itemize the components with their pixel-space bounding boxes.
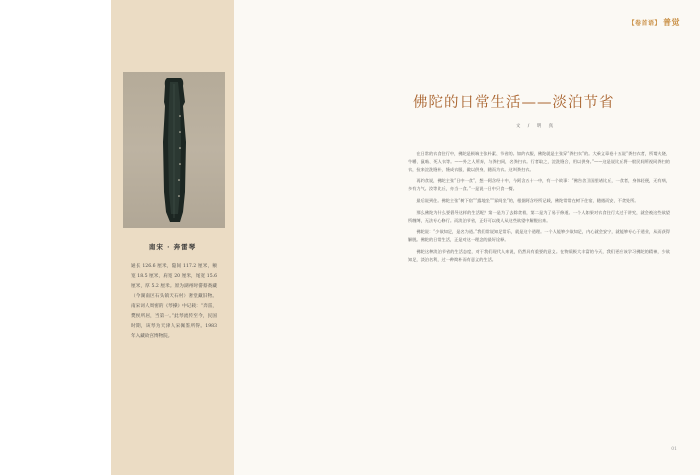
column-title: 普觉 — [663, 17, 680, 27]
guqin-image — [123, 72, 225, 228]
page-number: 01 — [671, 447, 677, 452]
column-header — [628, 17, 680, 28]
paragraph: 那么佛陀为什么要倡导这样的生活呢？第一是为了去除贪着，第二是为了易于修道。一个人如果对衣食住行太过于讲究，就会被这些欲望所缠缚，无法专心修行。而淡泊节省，正好可以使人从这些欲望中解脱出来。 — [408, 209, 670, 223]
article-body — [408, 150, 670, 268]
paragraph: 最后说到住。佛陀主张“树下宿”“露地坐”“冢间坐”的，根据阿含经所记载，佛陀常常在树下住宿，随遇而安，不贪处所。 — [416, 197, 639, 203]
guqin-photo — [123, 72, 225, 228]
column-label: 【卷首语】 — [628, 20, 661, 27]
caption-title: 南宋 · 奔雷琴 — [148, 243, 197, 251]
article-title: 佛陀的日常生活——淡泊节省 — [413, 95, 615, 111]
article-author: 文 / 明 真 — [515, 124, 557, 129]
paragraph: 再约食说，佛陀主张“日中一食”，想一阿含经十中，今阿含五十一中，有一个故事：“佛告舍卫国里诸比丘，一食者，身体轻便，无有病，多有力气。汝等比丘，亦当一食。”一是说一日中只食一餐。 — [408, 178, 670, 192]
paragraph: 佛陀说：“少欲知足，是名为道。”我们常说知足常乐，就是这个道理。一个人能够少欲知足，内心就会安宁，就能够专心于道业，从而获得解脱。佛陀的日常生活，正是对这一理念的最好诠释。 — [408, 229, 670, 243]
sidebar-panel — [111, 0, 234, 475]
paragraph: 在日常的衣食住行中，佛陀是极端主张朴素、节省的。如约衣服，佛陀就是主张穿“粪扫衣”的。大乘义章卷十五说“粪扫衣者，所谓火烧、牛嚼、鼠啮、死人衣等。——外之人所弃，与粪扫同，名粪扫衣。行者取之，浣洗缝合，用以供身。”——这是说比丘将一般民间所视同粪扫的衣，捡来浣洗缝补，缝成衣服，做以供身，随而为衣。这叫粪扫衣。 — [408, 151, 670, 172]
magazine-page — [111, 0, 700, 475]
paragraph: 佛陀这种淡泊节省的生活态度，对于我们现代人来说，仍然具有重要的意义。在物质极大丰富的今天，我们更应该学习佛陀的精神，少欲知足，淡泊名利，过一种简朴而有意义的生活。 — [408, 248, 670, 262]
caption-body: 通长 126.6 厘米，隐间 117.2 厘米，额宽 18.5 厘米，肩宽 20 厘米，尾宽 15.6 厘米，厚 5.2 厘米。原为湖州时畲蔡赉藏（今湖南区石头镇天石村）奢堂藏旧物。南宋词人周密的《琴操》中记载：“奔雷，樊侯所居，当第一。”此琴流传至今，民国时期，该琴为天津人宋佩鉴所得。1983 年入藏故宫博物院。 — [131, 264, 217, 339]
